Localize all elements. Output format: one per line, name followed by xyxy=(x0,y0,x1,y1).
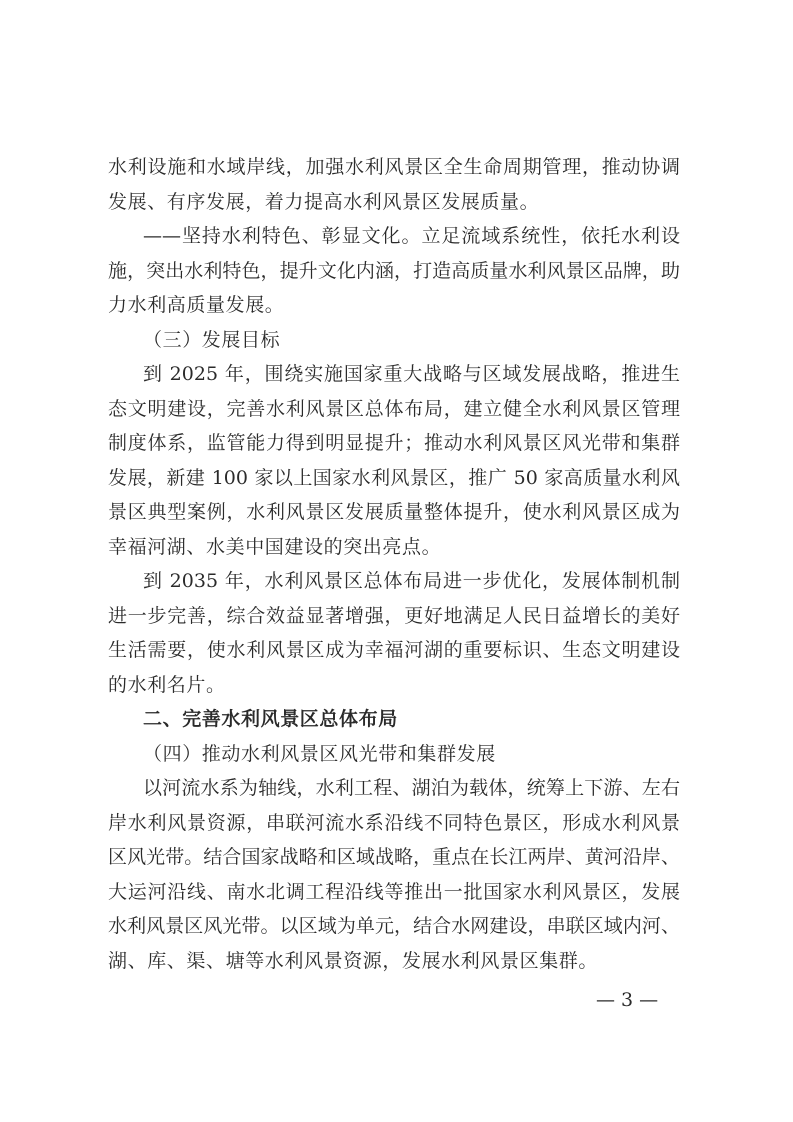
body-line: 景区典型案例，水利风景区发展质量整体提升，使水利风景区成为 xyxy=(108,501,680,523)
body-line: 的水利名片。 xyxy=(108,674,226,696)
body-line: 幸福河湖、水美中国建设的突出亮点。 xyxy=(108,536,442,558)
body-line: 水利设施和水域岸线，加强水利风景区全生命周期管理，推动协调 xyxy=(108,156,680,178)
body-line: 施，突出水利特色，提升文化内涵，打造高质量水利风景区品牌，助 xyxy=(108,260,680,282)
body-line: 进一步完善，综合效益显著增强，更好地满足人民日益增长的美好 xyxy=(108,605,680,627)
body-line: 制度体系，监管能力得到明显提升；推动水利风景区风光带和集群 xyxy=(108,432,680,454)
section-heading-2: 二、完善水利风景区总体布局 xyxy=(143,708,398,730)
body-line: 区风光带。结合国家战略和区域战略，重点在长江两岸、黄河沿岸、 xyxy=(108,846,680,868)
body-line: 力水利高质量发展。 xyxy=(108,294,285,316)
body-line: 生活需要，使水利风景区成为幸福河湖的重要标识、生态文明建设 xyxy=(108,639,680,661)
body-line: 到 2025 年，围绕实施国家重大战略与区域发展战略，推进生 xyxy=(143,363,680,385)
body-line: 以河流水系为轴线，水利工程、湖泊为载体，统筹上下游、左右 xyxy=(143,777,680,799)
body-line: 湖、库、渠、塘等水利风景资源，发展水利风景区集群。 xyxy=(108,950,599,972)
body-line: 岸水利风景资源，串联河流水系沿线不同特色景区，形成水利风景 xyxy=(108,812,680,834)
principle-line: ——坚持水利特色、彰显文化。立足流域系统性，依托水利设 xyxy=(143,225,680,247)
body-line: 到 2035 年，水利风景区总体布局进一步优化，发展体制机制 xyxy=(143,570,680,592)
page-number: — 3 — xyxy=(596,989,659,1011)
body-line: 大运河沿线、南水北调工程沿线等推出一批国家水利风景区，发展 xyxy=(108,881,680,903)
subsection-heading-4: （四）推动水利风景区风光带和集群发展 xyxy=(143,743,496,765)
body-line: 发展、有序发展，着力提高水利风景区发展质量。 xyxy=(108,191,540,213)
body-line: 态文明建设，完善水利风景区总体布局，建立健全水利风景区管理 xyxy=(108,398,680,420)
body-line: 发展，新建 100 家以上国家水利风景区，推广 50 家高质量水利风 xyxy=(108,467,680,489)
body-line: 水利风景区风光带。以区域为单元，结合水网建设，串联区域内河、 xyxy=(108,915,680,937)
subsection-heading-3: （三）发展目标 xyxy=(143,329,281,351)
